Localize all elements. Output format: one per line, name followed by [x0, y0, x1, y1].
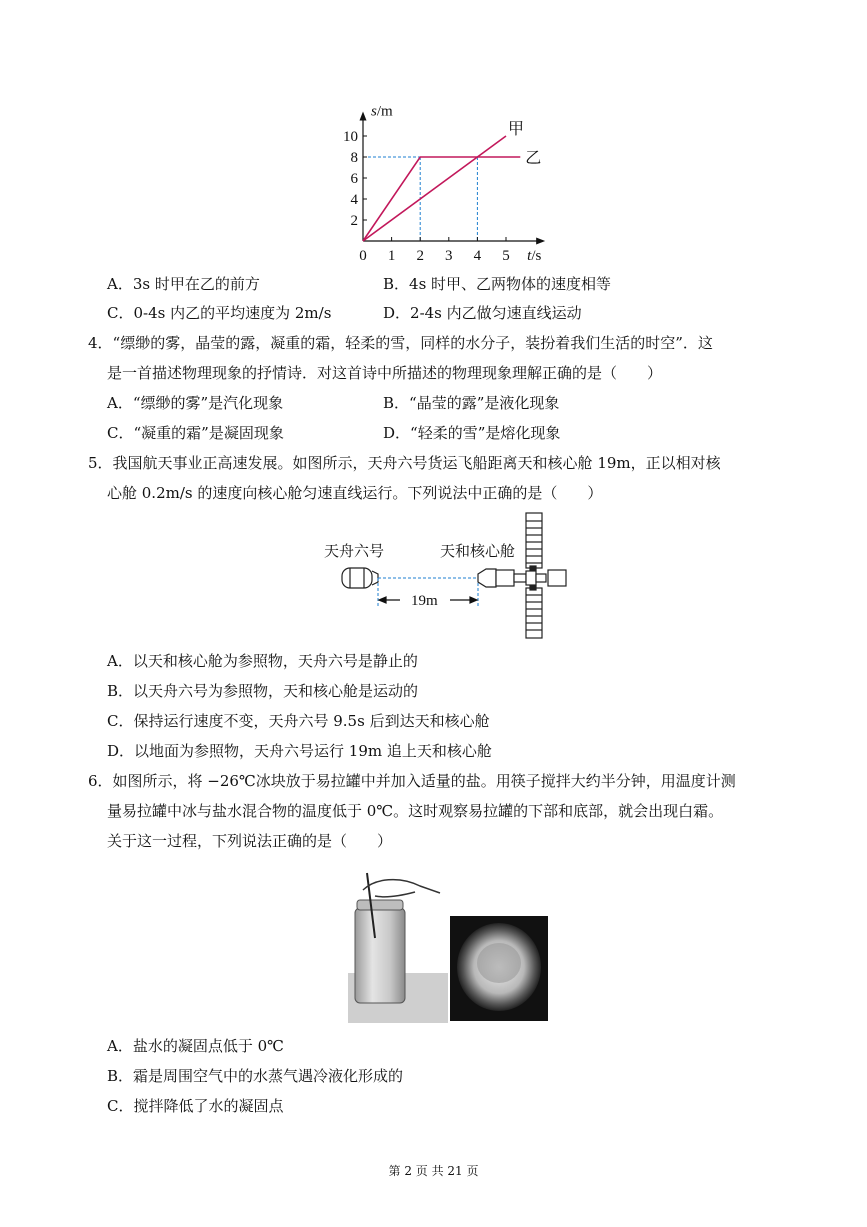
- x-tick-label: 0: [359, 248, 367, 264]
- q3-option-a: A．3s 时甲在乙的前方: [107, 275, 260, 293]
- q6-stem-line1: 6．如图所示，将 −26℃冰块放于易拉罐中并加入适量的盐。用筷子搅拌大约半分钟，用温度计测: [88, 772, 736, 790]
- x-tick-label: 3: [445, 248, 453, 264]
- series-label: 甲: [508, 121, 525, 138]
- q4-stem-line1: 4．“缥缈的雾，晶莹的露，凝重的霜，轻柔的雪，同样的水分子，装扮着我们生活的时空”．这: [88, 334, 713, 352]
- q5-option-c: C．保持运行速度不变，天舟六号 9.5s 后到达天和核心舱: [107, 712, 490, 730]
- q5-option-a: A．以天和核心舱为参照物，天舟六号是静止的: [107, 652, 418, 670]
- q6-stem-line3: 关于这一过程，下列说法正确的是（ ）: [107, 832, 393, 850]
- q3-option-d: D．2-4s 内乙做匀速直线运动: [383, 304, 582, 322]
- spacecraft-diagram: [300, 508, 580, 643]
- series-line-2: [363, 157, 520, 241]
- q3-option-c: C．0-4s 内乙的平均速度为 2m/s: [107, 304, 332, 322]
- distance-label: 19m: [411, 593, 438, 609]
- y-tick-label: 2: [350, 213, 358, 229]
- series-line-1: [363, 136, 506, 241]
- q5-option-b: B．以天舟六号为参照物，天和核心舱是运动的: [107, 682, 419, 700]
- tianzhou-ship-icon: [342, 568, 378, 588]
- x-tick-label: 4: [473, 248, 482, 264]
- q4-stem-line2: 是一首描述物理现象的抒情诗．对这首诗中所描述的物理现象理解正确的是（ ）: [107, 364, 663, 382]
- q6-option-b: B．霜是周围空气中的水蒸气遇冷液化形成的: [107, 1067, 404, 1085]
- x-tick-label: 2: [416, 248, 424, 264]
- q4-option-a: A．“缥缈的雾”是汽化现象: [107, 394, 284, 412]
- q5-stem-line1: 5．我国航天事业正高速发展。如图所示，天舟六号货运飞船距离天和核心舱 19m，正以相对核: [88, 454, 721, 472]
- q4-option-d: D．“轻柔的雪”是熔化现象: [383, 424, 561, 442]
- y-axis-arrow-icon: [360, 112, 367, 121]
- label-tianhe: 天和核心舱: [440, 544, 516, 560]
- st-graph: [0, 0, 867, 280]
- q3-option-b: B．4s 时甲、乙两物体的速度相等: [383, 275, 612, 293]
- page-footer: 第 2 页 共 21 页: [388, 1164, 479, 1178]
- series-label: 乙: [525, 150, 542, 167]
- x-axis-label: t/s: [527, 248, 542, 264]
- q5-stem-line2: 心舱 0.2m/s 的速度向核心舱匀速直线运行。下列说法中正确的是（ ）: [107, 484, 603, 502]
- can-experiment-photo: [345, 868, 550, 1023]
- q4-option-c: C．“凝重的霜”是凝固现象: [107, 424, 284, 442]
- q6-option-a: A．盐水的凝固点低于 0℃: [107, 1037, 284, 1055]
- q5-option-d: D．以地面为参照物，天舟六号运行 19m 追上天和核心舱: [107, 742, 492, 760]
- hand-icon: [363, 880, 440, 897]
- q6-stem-line2: 量易拉罐中冰与盐水混合物的温度低于 0℃。这时观察易拉罐的下部和底部，就会出现白霜。: [107, 802, 724, 820]
- soda-can-icon: [355, 900, 405, 1003]
- y-tick-label: 6: [350, 171, 358, 187]
- y-tick-label: 10: [343, 129, 358, 145]
- q6-option-c: C．搅拌降低了水的凝固点: [107, 1097, 284, 1115]
- label-tianzhou: 天舟六号: [324, 544, 385, 560]
- x-tick-label: 1: [387, 248, 396, 264]
- x-tick-label: 5: [502, 248, 510, 264]
- x-axis-arrow-icon: [536, 238, 545, 245]
- y-tick-label: 8: [350, 150, 358, 166]
- tianhe-core-module-icon: [478, 513, 566, 638]
- y-axis-label: s/m: [371, 103, 393, 120]
- q4-option-b: B．“晶莹的露”是液化现象: [383, 394, 560, 412]
- y-tick-label: 4: [350, 192, 358, 208]
